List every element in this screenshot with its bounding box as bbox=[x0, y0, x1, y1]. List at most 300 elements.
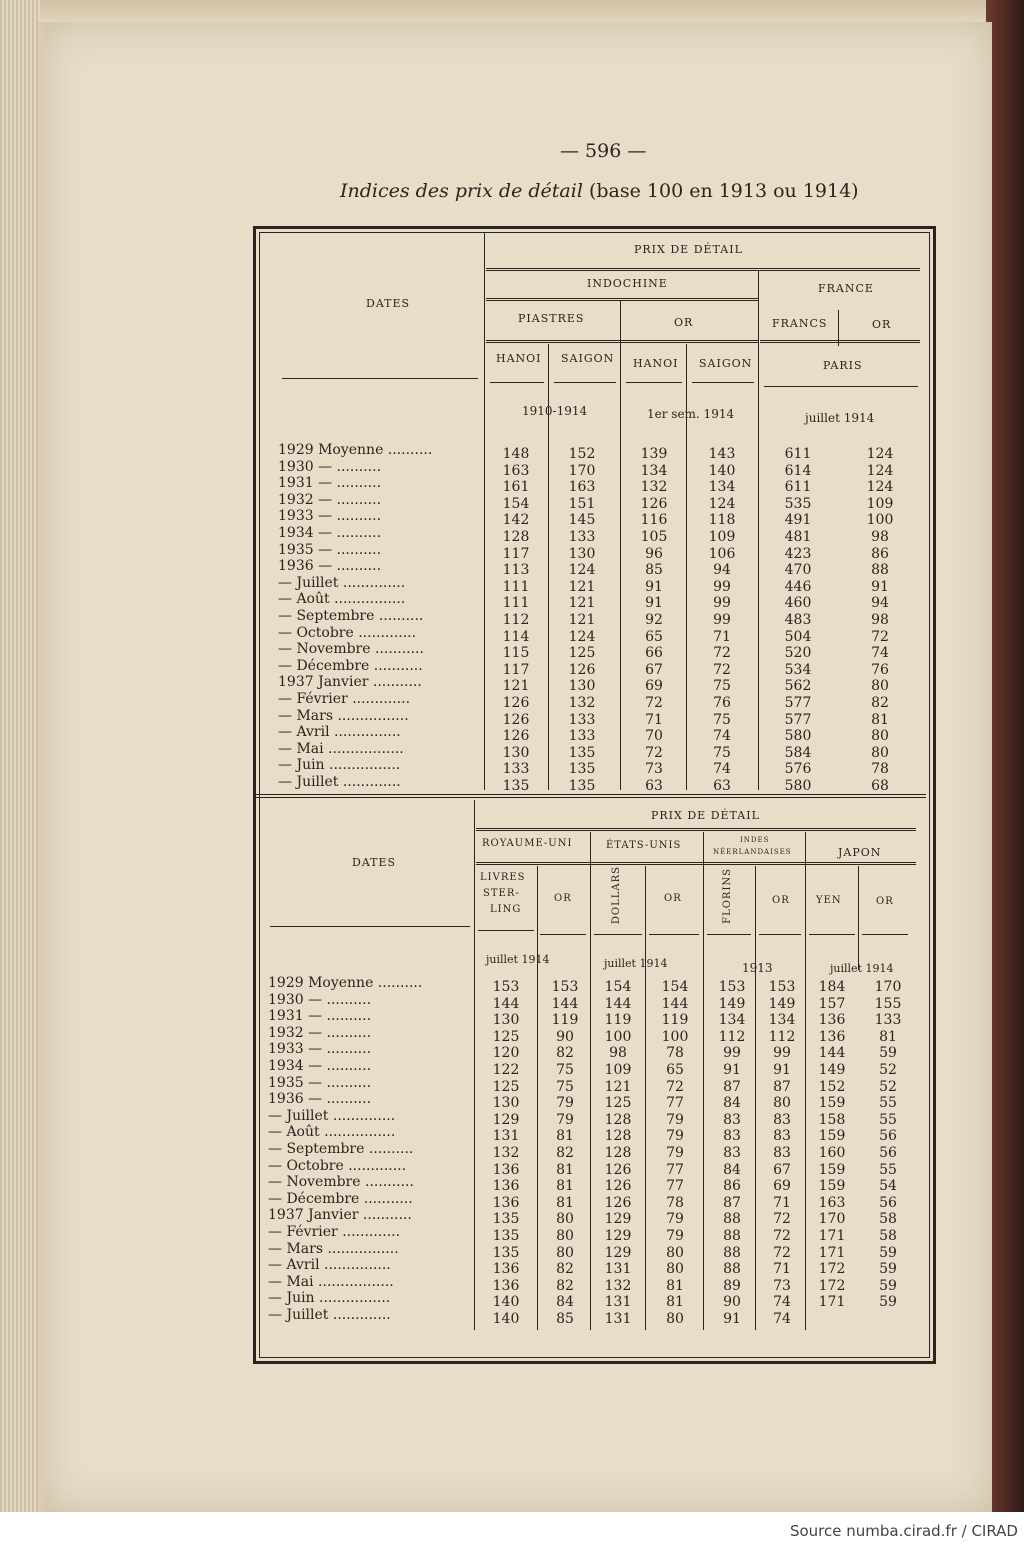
t2-cell: 56 bbox=[879, 1194, 897, 1211]
t1-cell: 614 bbox=[784, 462, 812, 479]
t1-date-label: 1933 — .......... bbox=[278, 508, 382, 525]
t2-cell: 135 bbox=[492, 1228, 520, 1244]
t1-cell: 86 bbox=[871, 545, 889, 562]
t2-cell: 84 bbox=[723, 1095, 741, 1112]
t1-cell: 98 bbox=[871, 529, 889, 545]
t2-royaume-uni-header: ROYAUME-UNI bbox=[482, 838, 573, 849]
t2-livres-3: LING bbox=[490, 904, 522, 915]
t1-cell: 74 bbox=[871, 645, 889, 662]
t1-cell: 113 bbox=[502, 562, 530, 579]
t2-group-header: PRIX DE DÉTAIL bbox=[651, 809, 760, 822]
t2-cell: 80 bbox=[666, 1261, 684, 1278]
t2-cell: 119 bbox=[661, 1012, 689, 1029]
t2-cell: 154 bbox=[604, 979, 632, 995]
t2-cell: 71 bbox=[773, 1194, 791, 1211]
t2-cell: 83 bbox=[723, 1128, 741, 1145]
t2-cell: 58 bbox=[879, 1211, 897, 1228]
t2-cell: 171 bbox=[818, 1294, 846, 1311]
t1-base-piastres: 1910-1914 bbox=[522, 404, 588, 418]
t2-cell: 83 bbox=[773, 1128, 791, 1145]
t2-cell: 130 bbox=[492, 1095, 520, 1112]
t2-cell: 125 bbox=[492, 1028, 520, 1045]
t2-cell: 81 bbox=[556, 1128, 574, 1145]
t1-cell: 106 bbox=[708, 545, 736, 562]
t1-cell: 66 bbox=[645, 645, 663, 662]
t2-date-label: — Avril ............... bbox=[268, 1257, 391, 1274]
t2-cell: 75 bbox=[556, 1062, 574, 1078]
t2-cell: 83 bbox=[723, 1111, 741, 1128]
t2-date-label: 1930 — .......... bbox=[268, 991, 372, 1008]
t1-date-label: — Juillet .............. bbox=[278, 574, 406, 591]
page-number: — 596 — bbox=[560, 140, 647, 162]
t1-cell: 145 bbox=[568, 512, 596, 529]
t2-cell: 79 bbox=[666, 1211, 684, 1228]
t1-base-paris: juillet 1914 bbox=[805, 411, 875, 425]
t2-cell: 153 bbox=[718, 979, 746, 995]
t2-base-jp: juillet 1914 bbox=[830, 962, 894, 975]
t1-date-label: 1936 — .......... bbox=[278, 558, 382, 575]
t2-date-label: — Juin ................ bbox=[268, 1290, 391, 1307]
t2-cell: 119 bbox=[604, 1012, 632, 1029]
t1-cell: 126 bbox=[640, 495, 668, 512]
t2-cell: 87 bbox=[723, 1078, 741, 1095]
t1-cell: 105 bbox=[640, 529, 668, 545]
t1-cell: 91 bbox=[645, 578, 663, 595]
t2-cell: 80 bbox=[556, 1228, 574, 1244]
t1-or-header: OR bbox=[674, 316, 694, 329]
t1-cell: 118 bbox=[708, 512, 736, 529]
t1-cell: 121 bbox=[568, 595, 596, 612]
t1-cell: 126 bbox=[568, 661, 596, 678]
t1-cell: 88 bbox=[871, 562, 889, 579]
t2-date-label: 1931 — .......... bbox=[268, 1008, 372, 1025]
t1-date-label: 1937 Janvier ........... bbox=[278, 674, 422, 691]
t2-cell: 69 bbox=[773, 1178, 791, 1195]
t2-cell: 78 bbox=[666, 1045, 684, 1062]
t2-cell: 52 bbox=[879, 1078, 897, 1095]
t2-cell: 81 bbox=[556, 1194, 574, 1211]
t2-cell: 135 bbox=[492, 1244, 520, 1261]
t2-cell: 152 bbox=[818, 1078, 846, 1095]
t1-cell: 80 bbox=[871, 678, 889, 695]
t2-cell: 119 bbox=[551, 1012, 579, 1029]
t2-cell: 88 bbox=[723, 1228, 741, 1244]
t2-cell: 87 bbox=[723, 1194, 741, 1211]
t2-or-us: OR bbox=[664, 893, 682, 904]
t2-cell: 91 bbox=[723, 1311, 741, 1327]
t2-date-label: — Décembre ........... bbox=[268, 1190, 413, 1207]
t1-cell: 133 bbox=[568, 728, 596, 745]
t1-saigon-header: SAIGON bbox=[561, 352, 615, 365]
t1-cell: 163 bbox=[568, 479, 596, 496]
t2-cell: 81 bbox=[879, 1028, 897, 1045]
t2-cell: 91 bbox=[723, 1062, 741, 1078]
t1-cell: 124 bbox=[866, 446, 894, 462]
t1-date-label: 1935 — .......... bbox=[278, 541, 382, 558]
t2-cell: 136 bbox=[492, 1194, 520, 1211]
t1-cell: 109 bbox=[708, 529, 736, 545]
t1-cell: 111 bbox=[502, 595, 530, 612]
t1-indochine-header: INDOCHINE bbox=[587, 277, 668, 290]
t2-cell: 144 bbox=[818, 1045, 846, 1062]
t2-cell: 121 bbox=[604, 1078, 632, 1095]
t1-cell: 75 bbox=[713, 744, 731, 761]
t2-cell: 153 bbox=[551, 979, 579, 995]
t2-cell: 77 bbox=[666, 1178, 684, 1195]
t1-date-label: 1934 — .......... bbox=[278, 525, 382, 541]
t2-cell: 82 bbox=[556, 1045, 574, 1062]
t2-cell: 72 bbox=[666, 1078, 684, 1095]
t2-cell: 184 bbox=[818, 979, 846, 995]
t2-cell: 109 bbox=[604, 1062, 632, 1078]
t1-cell: 132 bbox=[640, 479, 668, 496]
t2-date-label: — Novembre ........... bbox=[268, 1174, 414, 1191]
t2-date-label: 1929 Moyenne .......... bbox=[268, 975, 423, 991]
t1-cell: 81 bbox=[871, 711, 889, 728]
t2-cell: 59 bbox=[879, 1294, 897, 1311]
t1-cell: 491 bbox=[784, 512, 812, 529]
t1-cell: 125 bbox=[568, 645, 596, 662]
t2-cell: 136 bbox=[492, 1178, 520, 1195]
t1-cell: 535 bbox=[784, 495, 812, 512]
t1-cell: 126 bbox=[502, 728, 530, 745]
t1-cell: 121 bbox=[568, 578, 596, 595]
t1-cell: 82 bbox=[871, 695, 889, 711]
t2-date-label: 1932 — .......... bbox=[268, 1024, 372, 1041]
t2-cell: 82 bbox=[556, 1145, 574, 1161]
t2-cell: 86 bbox=[723, 1178, 741, 1195]
t1-cell: 92 bbox=[645, 612, 663, 628]
t1-dates-header: DATES bbox=[366, 297, 411, 310]
t2-cell: 67 bbox=[773, 1161, 791, 1178]
t2-cell: 88 bbox=[723, 1261, 741, 1278]
t2-cell: 136 bbox=[818, 1012, 846, 1029]
t1-piastres-header: PIASTRES bbox=[518, 312, 585, 325]
t2-cell: 98 bbox=[609, 1045, 627, 1062]
t1-cell: 126 bbox=[502, 695, 530, 711]
t2-cell: 59 bbox=[879, 1045, 897, 1062]
t1-date-label: 1929 Moyenne .......... bbox=[278, 442, 433, 458]
t1-cell: 94 bbox=[871, 595, 889, 612]
t1-cell: 577 bbox=[784, 711, 812, 728]
t1-cell: 142 bbox=[502, 512, 530, 529]
t2-neerlandaises-header: NÉERLANDAISES bbox=[713, 848, 792, 856]
t1-date-label: — Juillet ............. bbox=[278, 774, 401, 790]
t2-cell: 56 bbox=[879, 1145, 897, 1161]
t2-date-label: — Mai ................. bbox=[268, 1273, 394, 1290]
t1-cell: 91 bbox=[871, 578, 889, 595]
t2-cell: 55 bbox=[879, 1161, 897, 1178]
t1-cell: 76 bbox=[713, 695, 731, 711]
t1-hanoi2-header: HANOI bbox=[633, 357, 679, 370]
t1-cell: 124 bbox=[708, 495, 736, 512]
t2-cell: 131 bbox=[604, 1294, 632, 1311]
t2-cell: 100 bbox=[661, 1028, 689, 1045]
t2-cell: 160 bbox=[818, 1145, 846, 1161]
t2-cell: 81 bbox=[666, 1277, 684, 1294]
t1-cell: 72 bbox=[713, 661, 731, 678]
t1-cell: 584 bbox=[784, 744, 812, 761]
t1-cell: 94 bbox=[713, 562, 731, 579]
t1-cell: 580 bbox=[784, 778, 812, 794]
t2-cell: 84 bbox=[723, 1161, 741, 1178]
t1-saigon2-header: SAIGON bbox=[699, 357, 753, 370]
t2-cell: 170 bbox=[874, 979, 902, 995]
t1-cell: 72 bbox=[645, 695, 663, 711]
t1-cell: 114 bbox=[502, 628, 530, 645]
t1-cell: 134 bbox=[640, 462, 668, 479]
t1-cell: 69 bbox=[645, 678, 663, 695]
t1-cell: 71 bbox=[645, 711, 663, 728]
t1-cell: 117 bbox=[502, 661, 530, 678]
page-title bbox=[340, 180, 859, 202]
t1-cell: 72 bbox=[713, 645, 731, 662]
t2-florins-header: FLORINS bbox=[722, 868, 733, 924]
t2-cell: 159 bbox=[818, 1128, 846, 1145]
t2-cell: 144 bbox=[492, 995, 520, 1012]
t1-cell: 534 bbox=[784, 661, 812, 678]
t2-cell: 125 bbox=[492, 1078, 520, 1095]
title-base: (base 100 en 1913 ou 1914) bbox=[588, 180, 859, 202]
t2-cell: 82 bbox=[556, 1261, 574, 1278]
t1-cell: 148 bbox=[502, 446, 530, 462]
t2-cell: 83 bbox=[723, 1145, 741, 1161]
t1-cell: 121 bbox=[502, 678, 530, 695]
t2-cell: 172 bbox=[818, 1261, 846, 1278]
t2-cell: 88 bbox=[723, 1211, 741, 1228]
t1-cell: 483 bbox=[784, 612, 812, 628]
t2-cell: 79 bbox=[556, 1111, 574, 1128]
t2-cell: 59 bbox=[879, 1261, 897, 1278]
t2-cell: 128 bbox=[604, 1128, 632, 1145]
t2-cell: 149 bbox=[768, 995, 796, 1012]
t2-cell: 88 bbox=[723, 1244, 741, 1261]
t2-cell: 91 bbox=[773, 1062, 791, 1078]
t2-base-us: juillet 1914 bbox=[604, 957, 668, 970]
t1-date-label: 1932 — .......... bbox=[278, 491, 382, 508]
t1-cell: 74 bbox=[713, 761, 731, 778]
t2-date-label: 1937 Janvier ........... bbox=[268, 1207, 412, 1224]
t2-cell: 81 bbox=[666, 1294, 684, 1311]
t1-cell: 99 bbox=[713, 578, 731, 595]
t1-cell: 126 bbox=[502, 711, 530, 728]
t1-cell: 576 bbox=[784, 761, 812, 778]
t1-date-label: 1931 — .......... bbox=[278, 475, 382, 492]
page-top-edge bbox=[0, 0, 1024, 22]
t2-cell: 85 bbox=[556, 1311, 574, 1327]
t2-date-label: — Février ............. bbox=[268, 1224, 401, 1240]
t2-cell: 90 bbox=[723, 1294, 741, 1311]
t1-cell: 611 bbox=[784, 446, 812, 462]
t2-cell: 89 bbox=[723, 1277, 741, 1294]
t2-cell: 122 bbox=[492, 1062, 520, 1078]
t2-cell: 128 bbox=[604, 1111, 632, 1128]
t2-cell: 130 bbox=[492, 1012, 520, 1029]
t2-cell: 83 bbox=[773, 1145, 791, 1161]
t1-base-or: 1er sem. 1914 bbox=[647, 407, 735, 421]
t1-cell: 100 bbox=[866, 512, 894, 529]
t2-cell: 82 bbox=[556, 1277, 574, 1294]
t2-cell: 171 bbox=[818, 1244, 846, 1261]
t2-dates-header: DATES bbox=[352, 856, 397, 869]
t2-date-label: 1934 — .......... bbox=[268, 1058, 372, 1074]
t1-cell: 134 bbox=[708, 479, 736, 496]
t2-cell: 83 bbox=[773, 1111, 791, 1128]
t1-cell: 70 bbox=[645, 728, 663, 745]
t2-cell: 134 bbox=[718, 1012, 746, 1029]
t1-cell: 71 bbox=[713, 628, 731, 645]
t2-cell: 159 bbox=[818, 1178, 846, 1195]
t1-cell: 520 bbox=[784, 645, 812, 662]
t2-cell: 80 bbox=[666, 1311, 684, 1327]
t2-cell: 77 bbox=[666, 1161, 684, 1178]
t2-date-label: — Octobre ............. bbox=[268, 1157, 407, 1174]
t1-cell: 132 bbox=[568, 695, 596, 711]
t2-cell: 87 bbox=[773, 1078, 791, 1095]
t1-cell: 121 bbox=[568, 612, 596, 628]
t2-date-label: — Septembre .......... bbox=[268, 1141, 414, 1157]
t1-cell: 133 bbox=[568, 529, 596, 545]
t2-date-label: 1935 — .......... bbox=[268, 1074, 372, 1091]
t2-cell: 131 bbox=[492, 1128, 520, 1145]
t2-cell: 129 bbox=[604, 1211, 632, 1228]
t1-cell: 130 bbox=[502, 744, 530, 761]
t1-date-label: — Mai ................. bbox=[278, 740, 404, 757]
t2-cell: 135 bbox=[492, 1211, 520, 1228]
t2-cell: 159 bbox=[818, 1095, 846, 1112]
table-separator bbox=[256, 794, 926, 798]
book-page-edges bbox=[0, 0, 40, 1550]
t2-livres-2: STER- bbox=[483, 888, 520, 899]
t2-cell: 131 bbox=[604, 1311, 632, 1327]
t2-cell: 56 bbox=[879, 1128, 897, 1145]
t1-date-label: — Septembre .......... bbox=[278, 608, 424, 624]
t2-date-label: 1936 — .......... bbox=[268, 1091, 372, 1108]
t2-cell: 126 bbox=[604, 1194, 632, 1211]
t1-cell: 117 bbox=[502, 545, 530, 562]
t2-cell: 128 bbox=[604, 1145, 632, 1161]
t2-cell: 80 bbox=[773, 1095, 791, 1112]
t2-date-label: — Août ................ bbox=[268, 1124, 396, 1141]
t1-cell: 446 bbox=[784, 578, 812, 595]
t1-cell: 76 bbox=[871, 661, 889, 678]
t2-cell: 81 bbox=[556, 1178, 574, 1195]
t2-date-label: — Juillet .............. bbox=[268, 1107, 396, 1124]
t2-cell: 163 bbox=[818, 1194, 846, 1211]
t2-cell: 154 bbox=[661, 979, 689, 995]
t2-cell: 126 bbox=[604, 1178, 632, 1195]
t1-cell: 109 bbox=[866, 495, 894, 512]
t2-japon-header: JAPON bbox=[838, 846, 882, 859]
t2-livres-1: LIVRES bbox=[480, 872, 526, 883]
t1-france-header: FRANCE bbox=[818, 282, 874, 295]
t2-cell: 58 bbox=[879, 1228, 897, 1244]
t2-cell: 112 bbox=[718, 1028, 746, 1045]
t1-cell: 111 bbox=[502, 578, 530, 595]
t1-cell: 163 bbox=[502, 462, 530, 479]
t2-cell: 144 bbox=[661, 995, 689, 1012]
t1-francs-header: FRANCS bbox=[772, 317, 828, 330]
t1-date-label: — Novembre ........... bbox=[278, 641, 424, 658]
t1-cell: 140 bbox=[708, 462, 736, 479]
t2-cell: 79 bbox=[666, 1128, 684, 1145]
t1-cell: 116 bbox=[640, 512, 668, 529]
t2-cell: 172 bbox=[818, 1277, 846, 1294]
t2-cell: 79 bbox=[666, 1228, 684, 1244]
t2-cell: 136 bbox=[818, 1028, 846, 1045]
t2-cell: 80 bbox=[556, 1244, 574, 1261]
t1-cell: 577 bbox=[784, 695, 812, 711]
t1-cell: 580 bbox=[784, 728, 812, 745]
t1-cell: 99 bbox=[713, 595, 731, 612]
t2-cell: 90 bbox=[556, 1028, 574, 1045]
t2-cell: 134 bbox=[768, 1012, 796, 1029]
t1-cell: 562 bbox=[784, 678, 812, 695]
t1-date-label: — Août ................ bbox=[278, 591, 406, 608]
t1-cell: 85 bbox=[645, 562, 663, 579]
t2-date-label: — Mars ................ bbox=[268, 1240, 399, 1257]
t2-cell: 149 bbox=[718, 995, 746, 1012]
t2-cell: 129 bbox=[604, 1244, 632, 1261]
t2-cell: 55 bbox=[879, 1111, 897, 1128]
t1-cell: 504 bbox=[784, 628, 812, 645]
t1-date-label: — Juin ................ bbox=[278, 757, 401, 774]
t1-cell: 112 bbox=[502, 612, 530, 628]
t1-cell: 68 bbox=[871, 778, 889, 794]
t1-cell: 115 bbox=[502, 645, 530, 662]
t1-cell: 74 bbox=[713, 728, 731, 745]
t2-date-label: 1933 — .......... bbox=[268, 1041, 372, 1058]
t2-cell: 125 bbox=[604, 1095, 632, 1112]
t1-cell: 124 bbox=[866, 479, 894, 496]
t2-cell: 159 bbox=[818, 1161, 846, 1178]
t2-indes-header: INDES bbox=[740, 836, 770, 844]
t2-cell: 52 bbox=[879, 1062, 897, 1078]
title-italic: Indices des prix de détail bbox=[340, 180, 583, 202]
t2-or-jp: OR bbox=[876, 896, 894, 907]
source-credit: Source numba.cirad.fr / CIRAD bbox=[789, 1522, 1018, 1540]
t1-date-label: — Avril ............... bbox=[278, 724, 401, 741]
t1-cell: 133 bbox=[502, 761, 530, 778]
t1-date-label: — Février ............. bbox=[278, 691, 411, 707]
t2-cell: 78 bbox=[666, 1194, 684, 1211]
t2-cell: 72 bbox=[773, 1244, 791, 1261]
t2-cell: 129 bbox=[604, 1228, 632, 1244]
t1-cell: 75 bbox=[713, 711, 731, 728]
t2-cell: 126 bbox=[604, 1161, 632, 1178]
t1-cell: 460 bbox=[784, 595, 812, 612]
t1-cell: 99 bbox=[713, 612, 731, 628]
t1-cell: 135 bbox=[568, 744, 596, 761]
t2-cell: 158 bbox=[818, 1111, 846, 1128]
t2-cell: 79 bbox=[556, 1095, 574, 1112]
t2-cell: 157 bbox=[818, 995, 846, 1012]
t2-yen-header: YEN bbox=[816, 895, 842, 906]
t1-date-label: — Mars ................ bbox=[278, 707, 409, 724]
t1-cell: 470 bbox=[784, 562, 812, 579]
t2-or-uk: OR bbox=[554, 893, 572, 904]
t2-cell: 140 bbox=[492, 1311, 520, 1327]
t2-cell: 132 bbox=[492, 1145, 520, 1161]
t1-cell: 139 bbox=[640, 446, 668, 462]
t2-cell: 136 bbox=[492, 1161, 520, 1178]
t1-cell: 170 bbox=[568, 462, 596, 479]
t1-cell: 124 bbox=[866, 462, 894, 479]
t1-cell: 133 bbox=[568, 711, 596, 728]
t1-cell: 423 bbox=[784, 545, 812, 562]
t2-cell: 153 bbox=[492, 979, 520, 995]
t2-cell: 65 bbox=[666, 1062, 684, 1078]
